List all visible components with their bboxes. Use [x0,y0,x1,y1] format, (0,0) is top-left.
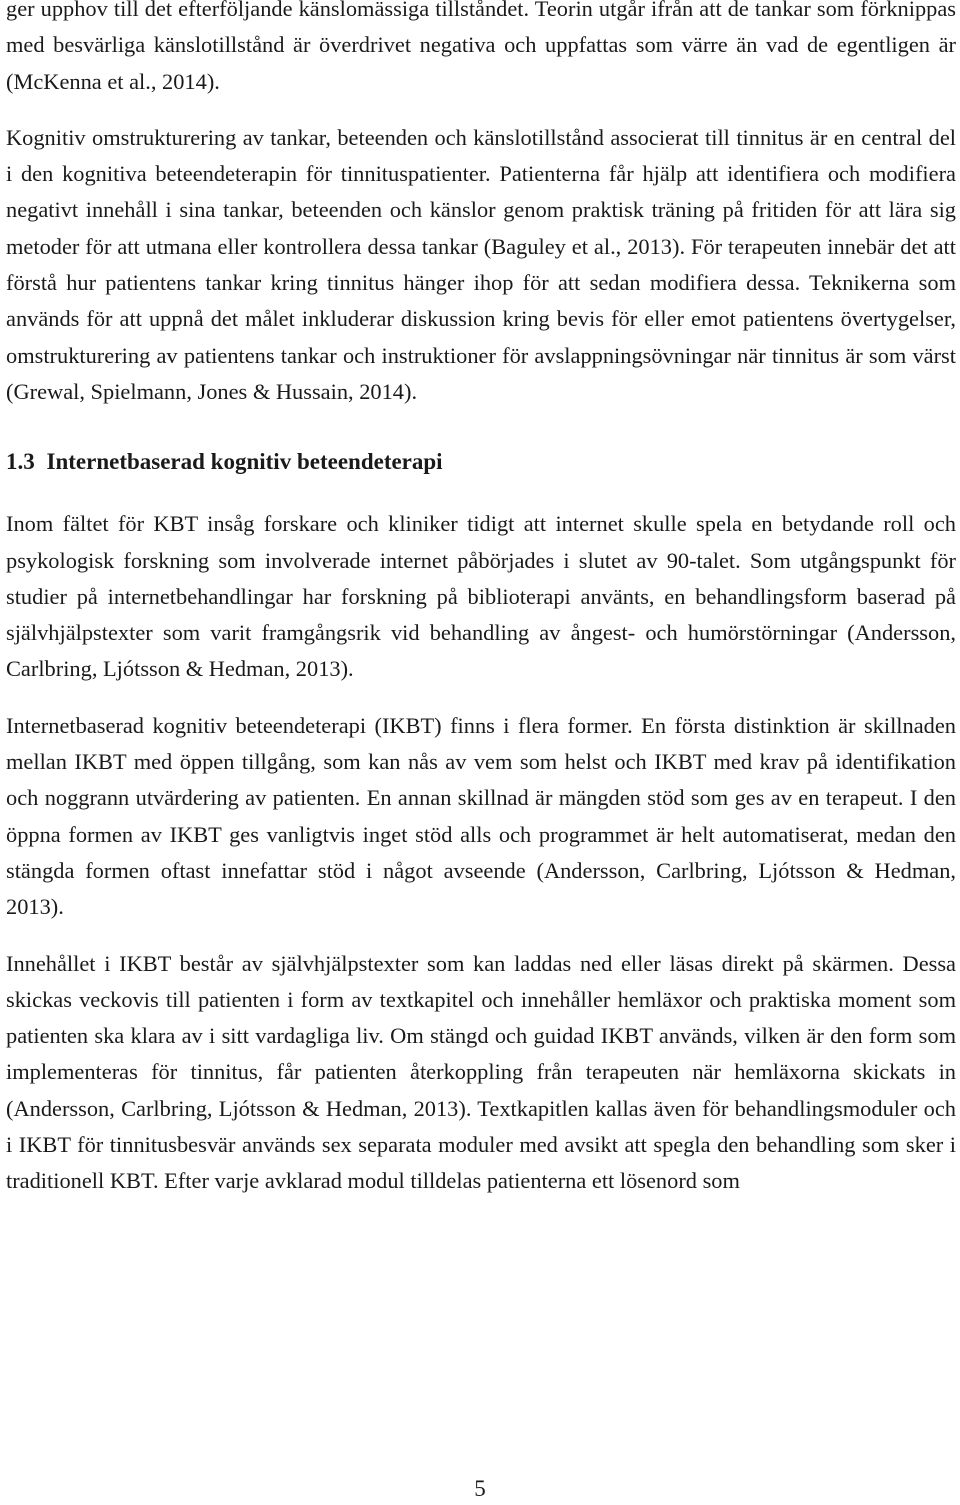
page-number: 5 [474,1476,486,1501]
paragraph-ikbt-content: Innehållet i IKBT består av självhjälpstexter som kan laddas ned eller läsas direkt på skärmen. Dessa skickas veckovis till patienten i form av textkapitel och innehåller hemläxor och praktiska moment som patienten ska klara av i sitt vardagliga liv. Om stängd och guidad IKBT används, vilken är den form som implementeras för tinnitus, får patienten återkoppling från terapeuten när hemläxorna skickats in (Andersson, Carlbring, Ljótsson & Hedman, 2013). Textkapitlen kallas även för behandlingsmoduler och i IKBT för tinnitusbesvär används sex separata moduler med avsikt att spegla den behandling som sker i traditionell KBT. Efter varje avklarad modul tilldelas patienterna ett lösenord som [6,950,956,1194]
paragraph-ikbt-forms: Internetbaserad kognitiv beteendeterapi (IKBT) finns i flera former. En första distinktion är skillnaden mellan IKBT med öppen tillgång, som kan nås av vem som helst och IKBT med krav på identifikation och noggrann utvärdering av patienten. En annan skillnad är mängden stöd som ges av en terapeut. I den öppna formen av IKBT ges vanligtvis inget stöd alls och programmet är helt automatiserat, medan den stängda formen oftast innefattar stöd i något avseende (Andersson, Carlbring, Ljótsson & Hedman, 2013). [6,712,956,920]
document-page [6,0,956,1200]
section-number: 1.3 [6,449,35,475]
paragraph-cognitive-theory: ger upphov till det efterföljande känslomässiga tillståndet. Teorin utgår ifrån att de tankar som förknippas med besvärliga känslotillstånd är överdrivet negativa och uppfattas som värre än vad de egentligen är (McKenna et al., 2014). [6,0,956,94]
section-heading [6,444,956,480]
section-title: Internetbaserad kognitiv beteendeterapi [46,449,443,475]
paragraph-ikbt-history: Inom fältet för KBT insåg forskare och kliniker tidigt att internet skulle spela en betydande roll och psykologisk forskning som involverade internet påbörjades i slutet av 90-talet. Som utgångspunkt för studier på internetbehandlingar har forskning på biblioterapi använts, en behandlingsform baserad på självhjälpstexter som varit framgångsrik vid behandling av ångest- och humörstörningar (Andersson, Carlbring, Ljótsson & Hedman, 2013). [6,511,956,682]
paragraph-cognitive-restructuring: Kognitiv omstrukturering av tankar, beteenden och känslotillstånd associerat till tinnitus är en central del i den kognitiva beteendeterapin för tinnituspatienter. Patienterna får hjälp att identifiera och modifiera negativt innehåll i sina tankar, beteenden och känslor genom praktisk träning på fritiden för att lära sig metoder för att utmana eller kontrollera dessa tankar (Baguley et al., 2013). För terapeuten innebär det att förstå hur patientens tankar kring tinnitus hänger ihop för att sedan modifiera dessa. Teknikerna som används för att uppnå det målet inkluderar diskussion kring bevis för eller emot patientens övertygelser, omstrukturering av patientens tankar och instruktioner för avslappningsövningar när tinnitus är som värst (Grewal, Spielmann, Jones & Hussain, 2014). [6,124,956,404]
